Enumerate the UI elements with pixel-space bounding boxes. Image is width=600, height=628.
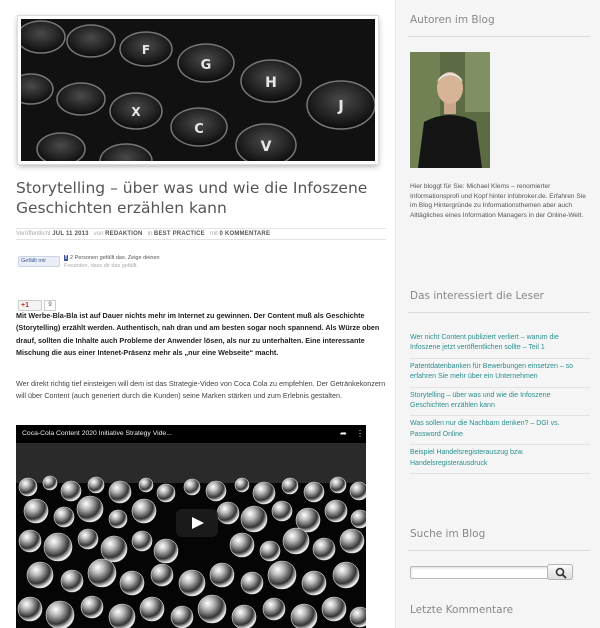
post-category-link[interactable]: BEST PRACTICE (153, 231, 205, 237)
post-meta (16, 228, 386, 240)
popular-post-link[interactable]: Was sollen nur die Nachbarn denken? – DGI vs. Password Online (410, 416, 590, 445)
post-paragraph: Wer direkt richtig tief einsteigen will dem ist das Strategie-Video von Coca Cola zu empfehlen. Der Getränkekonzern will über Content (auch generiert durch die Kunden) seine Marken stärken und zum Erlebnis gestalten. (16, 379, 386, 401)
facebook-icon: f (65, 255, 67, 261)
divider (408, 36, 590, 37)
search-button[interactable] (547, 564, 573, 580)
author-bio: Hier bloggt für Sie: Michael Klems – renomierter Informationsprofi und Kopf hinter infobroker.de. Erfahren Sie im Blog Hintergründe zu Informationsthemen aber auch Alltägliches eines Information Managers in der Online-Welt. (410, 183, 586, 219)
svg-text:V: V (260, 139, 272, 155)
facebook-text-line2: Freunden, dass dir das gefällt. (64, 263, 138, 269)
widget-title-comments: Letzte Kommentare (410, 604, 514, 616)
svg-text:X: X (131, 105, 141, 119)
popular-post-link[interactable]: Wer nicht Content publiziert verliert – warum die Infoszene jetzt veröffentlichen sollte – Teil 1 (410, 330, 590, 359)
in-label: in (147, 231, 153, 237)
post-date: JUL 11 2013 (52, 231, 89, 237)
post-intro: Mit Werbe-Bla-Bla ist auf Dauer nichts mehr im Internet zu gewinnen. Der Content muß als Geschichte (Storytelling) erzählt werden. Authentisch, nah dran und am besten sogar noch spannend. Als Würze oben drauf, sollten die Inhalte auch Probleme der Anwender lösen, als nur zu unterhalten. Eine interessante Mischung die aus einer Intenet-Präsenz mehr als „nur eine Webseite“ macht. (16, 311, 380, 357)
play-icon[interactable] (176, 509, 218, 537)
svg-text:H: H (265, 75, 277, 91)
search-input[interactable] (410, 566, 570, 579)
menu-dots-icon[interactable]: ⋮ (356, 429, 364, 438)
facebook-text-line1: 2 Personen gefällt das. Zeige deinen (70, 255, 160, 261)
author-photo (410, 52, 490, 168)
with-label: mit (209, 231, 218, 237)
facebook-like-info (64, 254, 194, 270)
typewriter-keys-illustration (21, 19, 375, 161)
popular-posts-list (410, 330, 590, 474)
svg-text:C: C (194, 122, 204, 137)
published-label: Veröffentlicht (16, 231, 51, 237)
hero-image-typewriter-keys (18, 16, 378, 164)
share-icon[interactable]: ➦ (340, 429, 347, 438)
divider (408, 550, 590, 551)
post-author-link[interactable]: REDAKTION (105, 231, 143, 237)
svg-text:F: F (141, 43, 151, 57)
widget-title-authors: Autoren im Blog (410, 14, 495, 26)
facebook-like-button[interactable] (18, 256, 60, 267)
by-label: von (93, 231, 104, 237)
sidebar (395, 0, 600, 628)
search-icon (555, 567, 567, 579)
author-avatar[interactable] (410, 52, 490, 168)
widget-title-popular: Das interessiert die Leser (410, 290, 544, 302)
embedded-video[interactable] (16, 425, 366, 628)
gplus-label: +1 (21, 302, 29, 309)
post-comments-link[interactable]: 0 KOMMENTARE (219, 231, 271, 237)
popular-post-link[interactable]: Storytelling – über was und wie die Infoszene Geschichten erzählen kann (410, 388, 590, 417)
popular-post-link[interactable]: Beispiel Handelsregisterauszug bzw. Handelsregisterausdruck (410, 445, 590, 474)
post-title[interactable]: Storytelling – über was und wie die Infoszene Geschichten erzählen kann (16, 179, 368, 217)
popular-post-link[interactable]: Patentdatenbanken für Bewerbungen einsetzen – so erfahren Sie mehr über ein Unternehmen (410, 359, 590, 388)
widget-title-search: Suche im Blog (410, 528, 486, 540)
divider (408, 312, 590, 313)
gplus-count: 9 (44, 300, 56, 311)
svg-text:G: G (200, 58, 212, 73)
facebook-like-label: Gefällt mir (21, 258, 47, 264)
video-title[interactable]: Coca-Cola Content 2020 Initiative Strategy Vide... (16, 425, 366, 443)
svg-text:J: J (338, 97, 344, 115)
